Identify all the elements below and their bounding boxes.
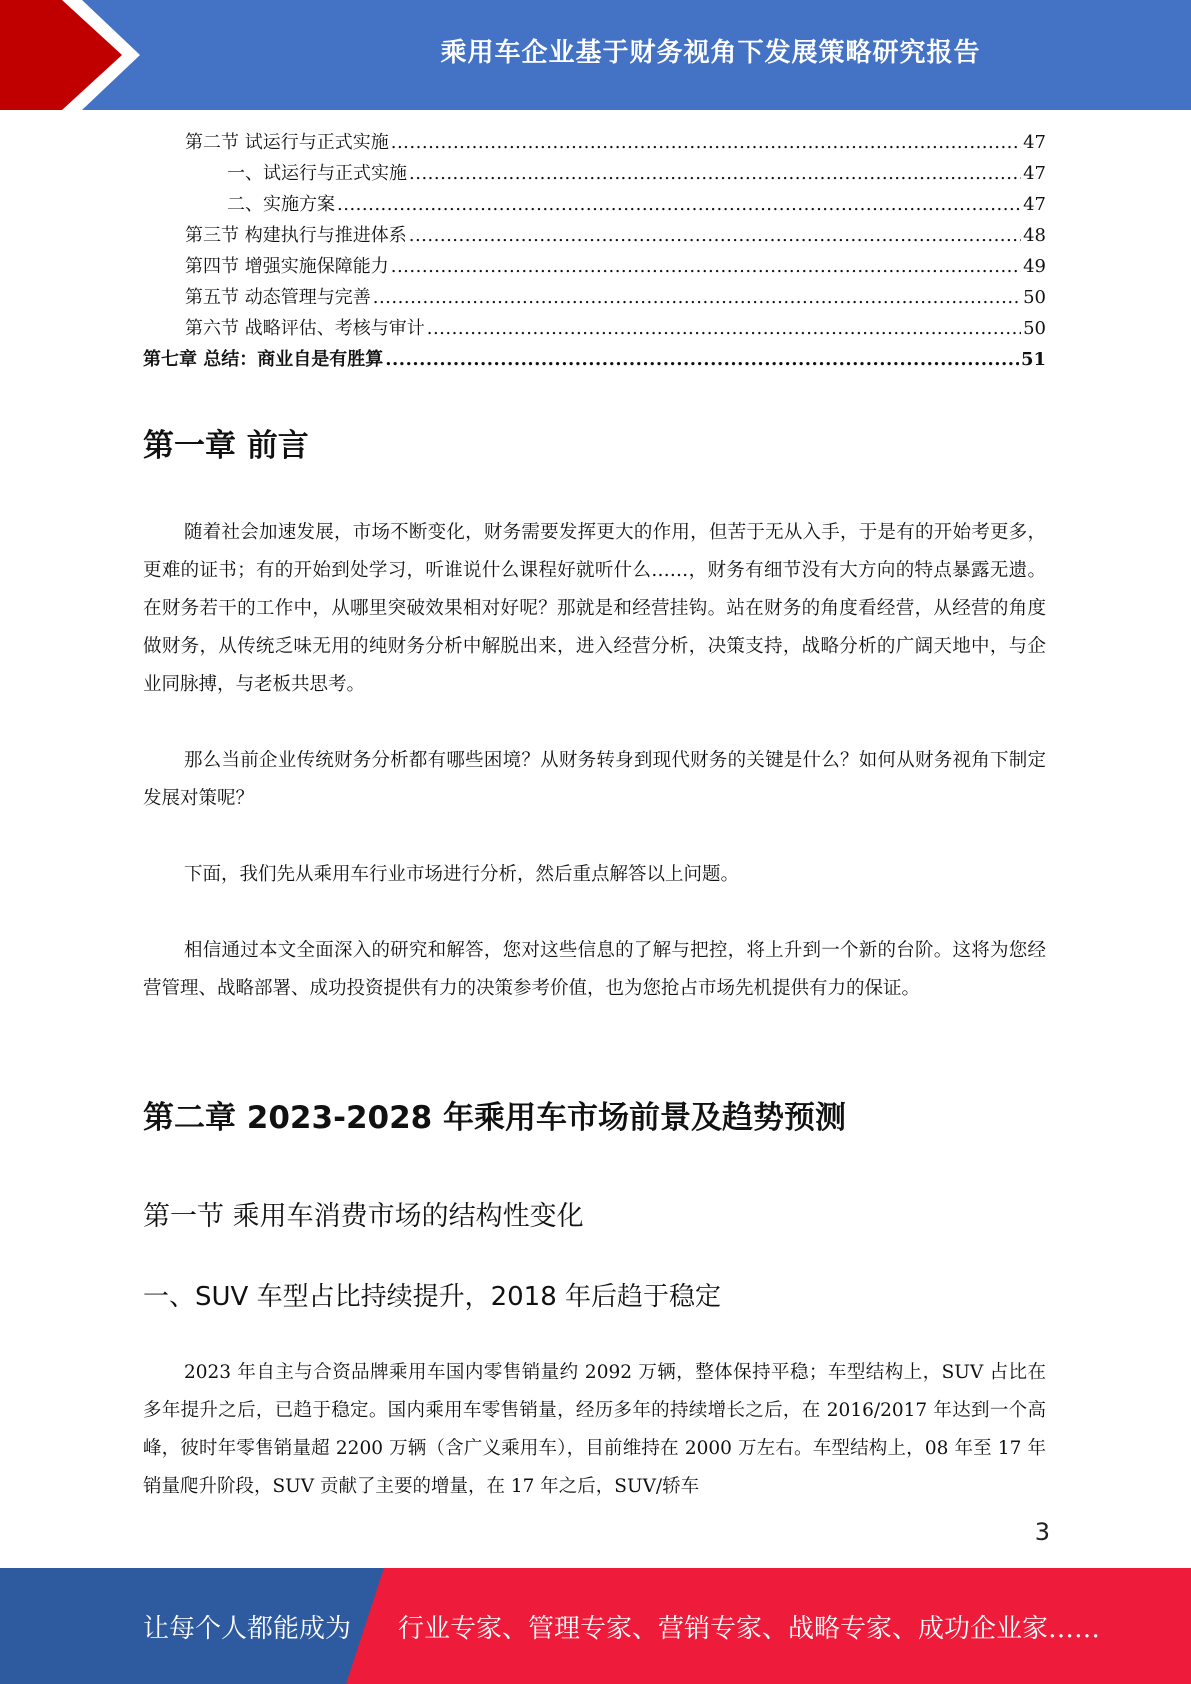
toc-page: 50 [1023,287,1046,308]
toc-leader [409,225,1021,246]
footer-slogan-right: 行业专家、管理专家、营销专家、战略专家、成功企业家…… [398,1613,1101,1644]
page-footer [0,1568,1191,1684]
table-of-contents [143,128,1046,376]
report-title: 乘用车企业基于财务视角下发展策略研究报告 [440,37,981,68]
section-heading: 第一节 乘用车消费市场的结构性变化 [143,1201,584,1232]
toc-label: 第七章 总结：商业自是有胜算 [143,349,384,370]
toc-page: 51 [1020,349,1046,370]
chapter-heading: 第一章 前言 [143,428,309,464]
page-header [0,0,1191,110]
toc-label: 二、实施方案 [227,194,335,215]
body-paragraph: 下面，我们先从乘用车行业市场进行分析，然后重点解答以上问题。 [184,864,740,885]
toc-entry[interactable] [143,252,1046,283]
toc-entry[interactable] [143,221,1046,252]
toc-entry[interactable] [143,190,1046,221]
toc-page: 48 [1023,225,1046,246]
toc-label: 第五节 动态管理与完善 [185,287,371,308]
toc-leader [391,132,1021,153]
toc-label: 第六节 战略评估、考核与审计 [185,318,425,339]
arrow-logo-icon [0,0,160,110]
toc-entry[interactable] [143,283,1046,314]
toc-page: 47 [1023,132,1046,153]
body-paragraph: 相信通过本文全面深入的研究和解答，您对这些信息的了解与把控，将上升到一个新的台阶。这将为您经营管理、战略部署、成功投资提供有力的决策参考价值，也为您抢占市场先机提供有力的保证。 [143,940,1046,999]
body-paragraph: 随着社会加速发展，市场不断变化，财务需要发挥更大的作用，但苦于无从入手，于是有的开始考更多，更难的证书；有的开始到处学习，听谁说什么课程好就听什么……，财务有细节没有大方向的特点暴露无遗。在财务若干的工作中，从哪里突破效果相对好呢？那就是和经营挂钩。站在财务的角度看经营，从经营的角度做财务，从传统乏味无用的纯财务分析中解脱出来，进入经营分析，决策支持，战略分析的广阔天地中，与企业同脉搏，与老板共思考。 [143,522,1046,695]
page-content [143,128,1046,1497]
toc-label: 第四节 增强实施保障能力 [185,256,389,277]
toc-label: 一、试运行与正式实施 [227,163,407,184]
toc-leader [337,194,1021,215]
toc-leader [427,318,1021,339]
subsection-heading: 一、SUV 车型占比持续提升，2018 年后趋于稳定 [143,1282,722,1312]
toc-label: 第三节 构建执行与推进体系 [185,225,407,246]
toc-entry[interactable] [143,128,1046,159]
body-paragraph: 那么当前企业传统财务分析都有哪些困境？从财务转身到现代财务的关键是什么？如何从财务视角下制定发展对策呢？ [143,750,1046,809]
chapter-heading: 第二章 2023-2028 年乘用车市场前景及趋势预测 [143,1100,847,1136]
toc-entry[interactable] [143,345,1046,376]
toc-leader [385,349,1019,370]
body-paragraph: 2023 年自主与合资品牌乘用车国内零售销量约 2092 万辆，整体保持平稳；车型结构上，SUV 占比在多年提升之后，已趋于稳定。国内乘用车零售销量，经历多年的持续增长之后，在 2016/2017 年达到一个高峰，彼时年零售销量超 2200 万辆（含广义乘用车），目前维持在 2000 万左右。车型结构上，08 年至 17 年销量爬升阶段，SUV 贡献了主要的增量，在 17 年之后，SUV/轿车 [143,1362,1046,1497]
toc-page: 49 [1023,256,1046,277]
toc-page: 50 [1023,318,1046,339]
toc-leader [409,163,1021,184]
toc-entry[interactable] [143,159,1046,190]
toc-page: 47 [1023,163,1046,184]
toc-entry[interactable] [143,314,1046,345]
footer-slogan-left: 让每个人都能成为 [143,1613,352,1644]
toc-label: 第二节 试运行与正式实施 [185,132,389,153]
toc-page: 47 [1023,194,1046,215]
toc-leader [373,287,1021,308]
toc-leader [391,256,1021,277]
page-number: 3 [1034,1518,1050,1546]
